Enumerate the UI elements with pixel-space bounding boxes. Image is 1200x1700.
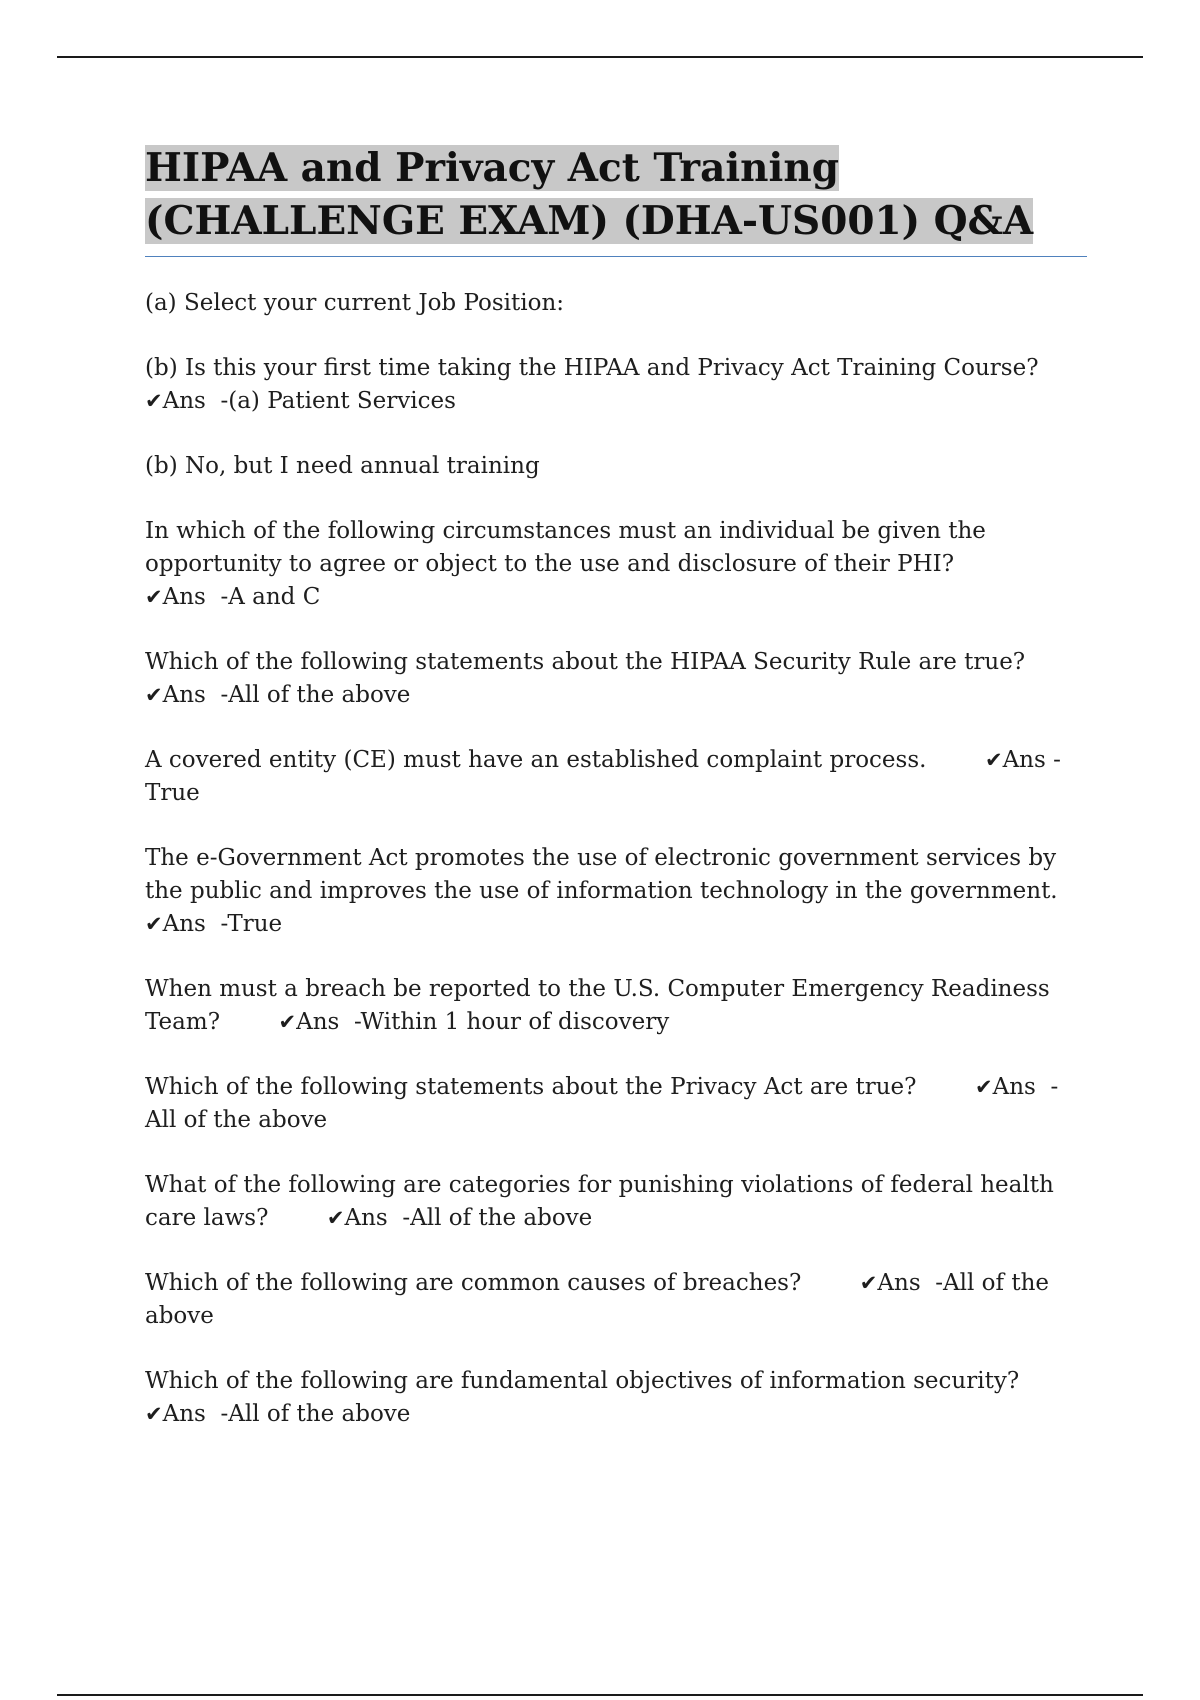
- qa-item: [145, 1365, 1090, 1431]
- answer-text: Ans -All of the above: [162, 682, 411, 708]
- answer-text: Ans -All of the above: [162, 1401, 411, 1427]
- checkmark-icon: ✔: [145, 912, 163, 936]
- answer: [145, 682, 410, 708]
- footer-rule: [57, 1694, 1143, 1696]
- answer-text: Ans -(a) Patient Services: [162, 388, 456, 414]
- answer: [327, 1205, 592, 1231]
- question-text: Which of the following statements about the Privacy Act are true?: [145, 1074, 975, 1100]
- answer-text: Ans -True: [145, 747, 1061, 806]
- document-body: [145, 142, 1090, 1463]
- checkmark-icon: ✔: [984, 748, 1003, 772]
- checkmark-icon: ✔: [278, 1010, 297, 1034]
- checkmark-icon: ✔: [859, 1271, 878, 1295]
- answer: [145, 388, 456, 414]
- qa-item: [145, 744, 1090, 810]
- document-title: [145, 142, 1087, 248]
- qa-item: [145, 450, 1090, 483]
- qa-item: [145, 842, 1090, 941]
- question-text: (b) Is this your first time taking the HIPAA and Privacy Act Training Course?: [145, 355, 1039, 381]
- qa-item: [145, 646, 1090, 712]
- question-text: Which of the following are common causes of breaches?: [145, 1270, 860, 1296]
- qa-item: [145, 973, 1090, 1039]
- checkmark-icon: ✔: [974, 1075, 993, 1099]
- checkmark-icon: ✔: [145, 389, 163, 413]
- qa-item: [145, 1071, 1090, 1137]
- question-text: When must a breach be reported to the U.S. Computer Emergency Readiness Team?: [145, 976, 1058, 1035]
- title-highlight: HIPAA and Privacy Act Training (CHALLENGE EXAM) (DHA-US001) Q&A: [145, 145, 1034, 244]
- checkmark-icon: ✔: [145, 1402, 163, 1426]
- question-text: Which of the following statements about the HIPAA Security Rule are true?: [145, 649, 1026, 675]
- answer-text: Ans -Within 1 hour of discovery: [296, 1009, 670, 1035]
- qa-list: [145, 287, 1090, 1431]
- question-text: What of the following are categories for punishing violations of federal health care laws?: [145, 1172, 1062, 1231]
- question-text: A covered entity (CE) must have an established complaint process.: [145, 747, 985, 773]
- answer: [145, 911, 282, 937]
- qa-item: [145, 1267, 1090, 1333]
- question-text: In which of the following circumstances must an individual be given the opportunity to agree or object to the use and disclosure of their PHI?: [145, 518, 986, 577]
- answer: [279, 1009, 670, 1035]
- header-rule: [57, 56, 1143, 58]
- qa-item: [145, 515, 1090, 614]
- question-text: Which of the following are fundamental objectives of information security?: [145, 1368, 1020, 1394]
- answer-text: Ans -True: [162, 911, 283, 937]
- qa-item: [145, 1169, 1090, 1235]
- answer-text: Ans -All of the above: [145, 1270, 1057, 1329]
- answer-text: Ans - All of the above: [145, 1074, 1066, 1133]
- question-text: (a) Select your current Job Position:: [145, 290, 565, 316]
- checkmark-icon: ✔: [326, 1206, 345, 1230]
- checkmark-icon: ✔: [145, 585, 163, 609]
- question-text: The e-Government Act promotes the use of electronic government services by the public and improves the use of information technology in the government.: [145, 845, 1058, 904]
- title-underline: [145, 256, 1087, 257]
- answer-text: Ans -All of the above: [344, 1205, 593, 1231]
- answer: [145, 1401, 410, 1427]
- qa-item: [145, 352, 1090, 418]
- checkmark-icon: ✔: [145, 683, 163, 707]
- answer: [145, 584, 320, 610]
- qa-item: [145, 287, 1090, 320]
- answer-text: Ans -A and C: [162, 584, 321, 610]
- question-text: (b) No, but I need annual training: [145, 453, 540, 479]
